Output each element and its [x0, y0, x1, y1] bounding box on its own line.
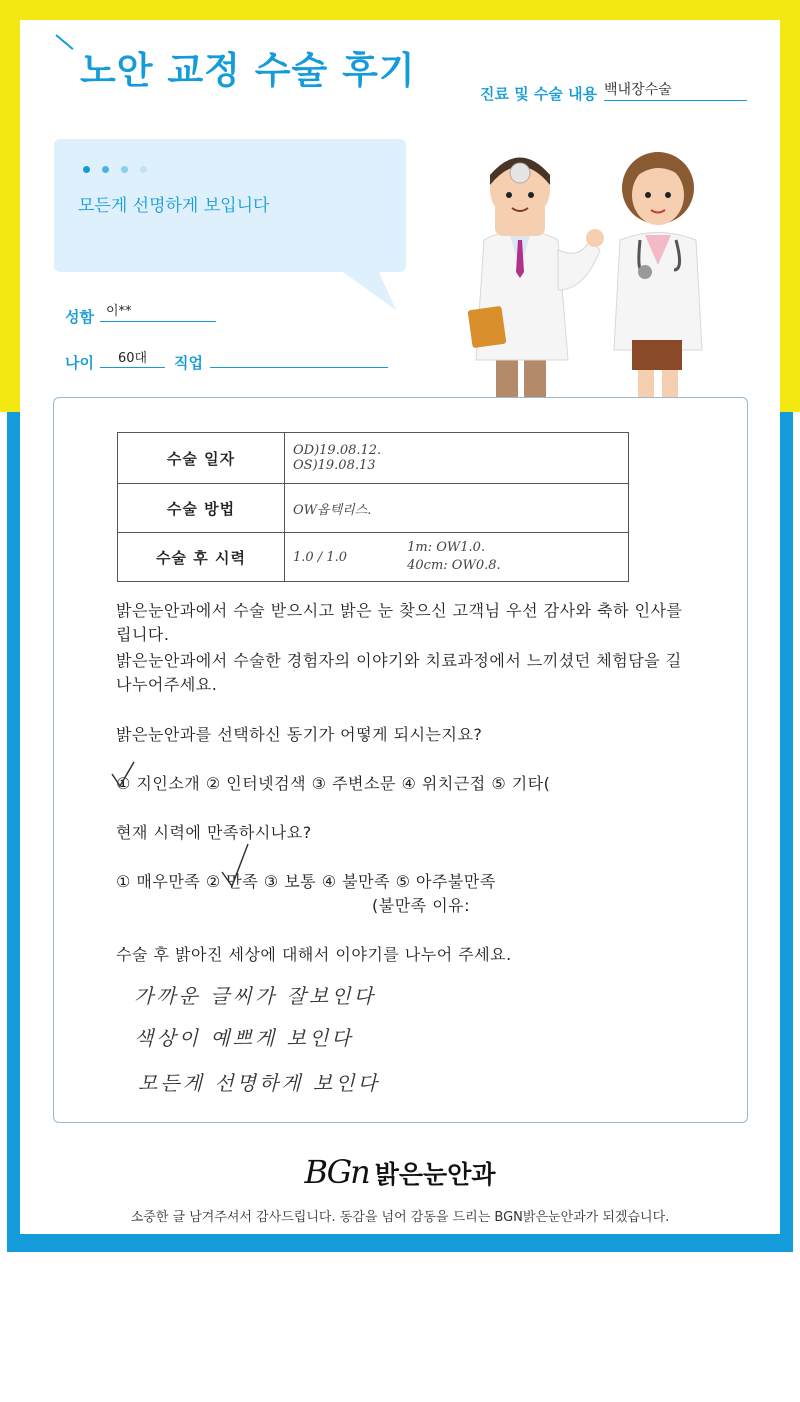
post-vision-label: 수술 후 시력: [118, 533, 285, 582]
job-value: [210, 347, 388, 368]
vision-both-eyes: 1.0 / 1.0: [293, 549, 347, 565]
question-2-options: ① 매우만족 ② 만족 ③ 보통 ④ 불만족 ⑤ 아주불만족: [116, 872, 496, 891]
intro-line-1: 밝은눈안과에서 수술 받으시고 밝은 눈 찾으신 고객님 우선 감사와 축하 인사를: [116, 601, 683, 620]
table-row: [118, 533, 629, 582]
doctors-illustration: [440, 140, 730, 402]
brand-logo: [0, 1153, 800, 1191]
dot: [83, 166, 90, 173]
handwritten-answer-3: 모든게 선명하게 보인다: [138, 1071, 380, 1095]
vision-detail: [407, 539, 501, 575]
post-vision-value: [285, 533, 629, 582]
surgery-info-table: [117, 432, 629, 582]
bgn-logo: BGn: [304, 1153, 369, 1191]
brand-name: 밝은눈안과: [374, 1160, 496, 1189]
treatment-value: 백내장수술: [604, 79, 747, 101]
intro-line-4: 나누어주세요.: [116, 675, 218, 694]
question-1: 밝은눈안과를 선택하신 동기가 어떻게 되시는지요?: [116, 725, 483, 744]
question-3: 수술 후 밝아진 세상에 대해서 이야기를 나누어 주세요.: [116, 945, 512, 964]
handwritten-answer-2: 색상이 예쁘게 보인다: [134, 1026, 354, 1050]
page-title: 노안 교정 수술 후기: [80, 49, 416, 92]
bubble-text: 모든게 선명하게 보입니다: [78, 196, 270, 216]
surgery-method-value: OW옵텍리스.: [285, 484, 629, 533]
surgery-method-label: 수술 방법: [118, 484, 285, 533]
table-row: [118, 484, 629, 533]
dot: [102, 166, 109, 173]
intro-line-3: 밝은눈안과에서 수술한 경험자의 이야기와 치료과정에서 느끼셨던 체험담을 길: [116, 651, 682, 670]
job-label: 직업: [174, 354, 203, 372]
check-mark-icon: [108, 760, 138, 790]
dot: [140, 166, 147, 173]
age-label: 나이: [65, 354, 94, 372]
check-mark-icon: [218, 842, 252, 890]
male-doctor-figure: [468, 158, 604, 403]
surgery-date-label: 수술 일자: [118, 433, 285, 484]
dot: [121, 166, 128, 173]
question-2-reason: (불만족 이유:: [372, 896, 470, 915]
surgery-date-od: OD)19.08.12.: [293, 443, 382, 458]
footer-message: 소중한 글 남겨주셔서 감사드립니다. 동감을 넘어 감동을 드리는 BGN밝은눈안과가 되겠습니다.: [130, 1210, 670, 1225]
vision-distance-1m: 1m: OW1.0.: [407, 540, 486, 555]
name-label: 성함: [65, 308, 94, 326]
table-row: [118, 433, 629, 484]
question-2: 현재 시력에 만족하시나요?: [116, 823, 312, 842]
handwritten-answer-1: 가까운 글씨가 잘보인다: [134, 984, 376, 1008]
surgery-date-value: [285, 433, 629, 484]
intro-line-2: 립니다.: [116, 625, 170, 644]
question-1-options: ① 지인소개 ② 인터넷검색 ③ 주변소문 ④ 위치근접 ⑤ 기타(: [116, 774, 551, 793]
vision-distance-40cm: 40cm: OW0.8.: [407, 558, 501, 573]
treatment-label: 진료 및 수술 내용: [480, 85, 598, 103]
female-doctor-figure: [614, 152, 702, 402]
age-value: 60대: [100, 347, 165, 368]
name-value: 이**: [100, 300, 216, 322]
surgery-date-os: OS)19.08.13: [293, 458, 376, 473]
